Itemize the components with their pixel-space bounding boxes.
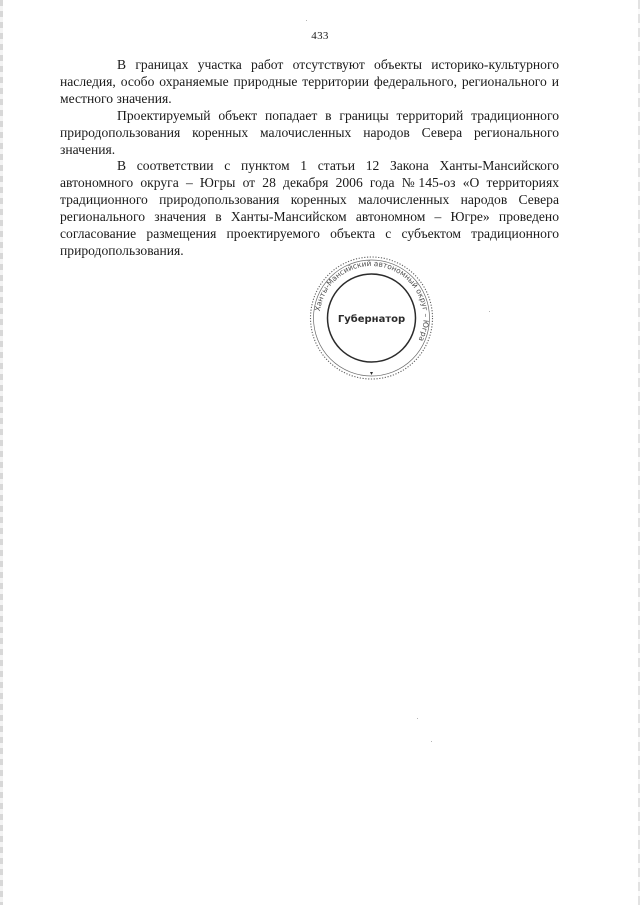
scan-speck [431,741,432,742]
scan-edge-left [0,0,3,905]
paragraph-heritage: В границах участка работ отсутствуют объекты историко-культурного наследия, особо охраняемые природные территории федерального, регионального и местного значения. [60,57,559,106]
paragraph-territory: Проектируемый объект попадает в границы территорий традиционного природопользования коренных малочисленных народов Севера регионального значения. [60,107,559,157]
scan-speck [489,311,490,312]
page-number: 433 [311,30,329,42]
governor-stamp [308,253,435,383]
paragraph-approval: В соответствии с пунктом 1 статьи 12 Закона Ханты-Мансийского автономного округа – Югры от 28 декабря 2006 года №145-оз «О территориях традиционного природопользования коренных малочисленных народов Севера регионального значения в Ханты-Мансийском автономном – Югре» проведено согласование размещения проектируемого объекта с субъектом традиционного природопользования. [60,158,559,258]
scan-speck [417,718,418,719]
stamp-bottom-mark [370,372,373,375]
body-text [60,57,559,260]
scan-speck [306,20,307,21]
stamp-ring-text: Ханты-Мансийский автономный округ – Югра [312,258,431,343]
stamp-center-text: Губернатор [337,314,406,325]
